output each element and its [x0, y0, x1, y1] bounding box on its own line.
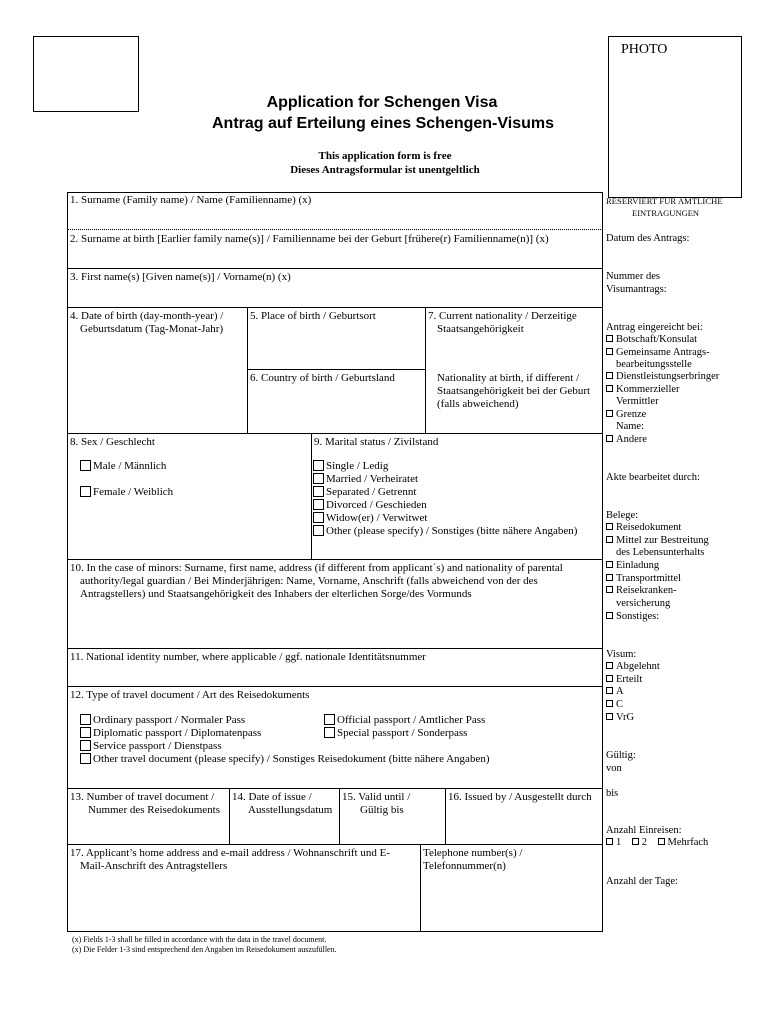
footnote-de: (x) Die Felder 1-3 sind entsprechend den Angaben im Reisedokument auszufüllen. [72, 945, 337, 954]
antrag-eingereicht: Antrag eingereicht bei: [606, 322, 703, 333]
belege-option-cont: des Lebensunterhalts [616, 547, 705, 558]
title-en: Application for Schengen Visa [266, 94, 498, 111]
antrag-option-cont: Vermittler [616, 396, 659, 407]
checkbox-icon[interactable] [606, 574, 613, 581]
einreisen-options[interactable]: 1 2 Mehrfach [606, 836, 708, 849]
marital-option[interactable]: Married / Verheiratet [313, 473, 418, 486]
field-11-national-id[interactable]: 11. National identity number, where applicable / ggf. nationale Identitätsnummer [70, 651, 426, 663]
field-10-minors[interactable]: 10. In the case of minors: Surname, first name, address (if different from applicant´s) and nationality of parental [70, 562, 563, 574]
doc-special[interactable]: Special passport / Sonderpass [324, 727, 467, 740]
antrag-option[interactable]: Andere [606, 433, 647, 446]
antrag-option[interactable]: Dienstleistungserbringer [606, 370, 719, 383]
checkbox-icon[interactable] [606, 662, 613, 669]
doc-ordinary[interactable]: Ordinary passport / Normaler Pass [80, 714, 245, 727]
antrag-option-cont: Name: [616, 421, 644, 432]
field-10-minors-l3: Antragstellers) und Staatsangehörigkeit des Inhabers der elterlichen Sorge/des Vormunds [80, 588, 472, 600]
nationality-at-birth-de: Staatsangehörigkeit bei der Geburt [437, 385, 591, 397]
belege-option[interactable]: Sonstiges: [606, 610, 659, 623]
visum: Visum: [606, 649, 637, 660]
doc-official[interactable]: Official passport / Amtlicher Pass [324, 714, 485, 727]
telephone-field[interactable]: Telephone number(s) / [423, 847, 523, 859]
field-9-marital-status: 9. Marital status / Zivilstand [314, 436, 439, 448]
marital-option[interactable]: Separated / Getrennt [313, 486, 416, 499]
field-4-dob[interactable]: 4. Date of birth (day-month-year) / [70, 310, 224, 322]
checkbox-icon[interactable] [606, 348, 613, 355]
field-7-nationality-de: Staatsangehörigkeit [437, 323, 524, 335]
field-10-minors-l2: authority/legal guardian / Bei Minderjährigen: Name, Vorname, Anschrift (falls abweichend von der des [80, 575, 538, 587]
official-heading-l2: EINTRAGUNGEN [632, 208, 700, 218]
belege-option[interactable]: Einladung [606, 559, 659, 572]
checkbox-icon[interactable] [313, 525, 324, 536]
field-17-address-de: Mail-Anschrift des Antragstellers [80, 860, 228, 872]
official-heading: RESERVIERT FÜR AMTLICHE [606, 196, 723, 206]
checkbox-icon[interactable] [80, 714, 91, 725]
checkbox-icon[interactable] [313, 512, 324, 523]
field-5-place-of-birth[interactable]: 5. Place of birth / Geburtsort [250, 310, 376, 322]
marital-option[interactable]: Single / Ledig [313, 460, 388, 473]
visum-option[interactable]: Abgelehnt [606, 660, 660, 673]
belege-option[interactable]: Transportmittel [606, 572, 681, 585]
visum-option[interactable]: A [606, 685, 624, 698]
field-8-sex: 8. Sex / Geschlecht [70, 436, 155, 448]
checkbox-icon[interactable] [606, 838, 613, 845]
footnote-en: (x) Fields 1-3 shall be filled in accordance with the data in the travel document. [72, 935, 327, 944]
free-note-en: This application form is free [318, 150, 452, 162]
field-13-doc-number[interactable]: 13. Number of travel document / [70, 791, 215, 803]
field-17-address[interactable]: 17. Applicant’s home address and e-mail address / Wohnanschrift und E- [70, 847, 390, 859]
gueltig: Gültig: [606, 750, 636, 761]
antrag-option-cont: bearbeitungsstelle [616, 359, 692, 370]
datum-des-antrags: Datum des Antrags: [606, 233, 690, 244]
belege: Belege: [606, 510, 639, 521]
field-14-date-of-issue[interactable]: 14. Date of issue / [232, 791, 312, 803]
antrag-option[interactable]: Kommerzieller [606, 383, 680, 396]
field-16-issued-by[interactable]: 16. Issued by / Ausgestellt durch [448, 791, 592, 803]
doc-service[interactable]: Service passport / Dienstpass [80, 740, 222, 753]
visum-option[interactable]: C [606, 698, 623, 711]
field-7-nationality[interactable]: 7. Current nationality / Derzeitige [428, 310, 577, 322]
nummer-des: Nummer des [606, 271, 660, 282]
checkbox-icon[interactable] [606, 713, 613, 720]
checkbox-icon[interactable] [313, 486, 324, 497]
marital-option[interactable]: Divorced / Geschieden [313, 499, 427, 512]
checkbox-icon[interactable] [324, 714, 335, 725]
visum-option[interactable]: Erteilt [606, 673, 642, 686]
checkbox-icon[interactable] [606, 410, 613, 417]
doc-other[interactable]: Other travel document (please specify) / Sonstiges Reisedokument (bitte nähere Angaben) [80, 753, 490, 766]
telephone-field-de: Telefonnummer(n) [423, 860, 506, 872]
gueltig-von: von [606, 763, 622, 774]
photo-label: PHOTO [621, 42, 668, 57]
field-3-first-names[interactable]: 3. First name(s) [Given name(s)] / Vorname(n) (x) [70, 271, 291, 283]
checkbox-icon[interactable] [313, 499, 324, 510]
field-15-valid-until-de: Gültig bis [360, 804, 404, 816]
anzahl-einreisen: Anzahl Einreisen: [606, 825, 682, 836]
checkbox-icon[interactable] [80, 727, 91, 738]
doc-diplomatic[interactable]: Diplomatic passport / Diplomatenpass [80, 727, 261, 740]
checkbox-icon[interactable] [80, 740, 91, 751]
checkbox-icon[interactable] [606, 586, 613, 593]
field-15-valid-until[interactable]: 15. Valid until / [342, 791, 411, 803]
akte-bearbeitet: Akte bearbeitet durch: [606, 472, 700, 483]
belege-option[interactable]: Reisekranken- [606, 584, 677, 597]
checkbox-icon[interactable] [313, 473, 324, 484]
antrag-option[interactable]: Grenze [606, 408, 646, 421]
visum-option[interactable]: VrG [606, 711, 634, 724]
sex-female-option[interactable]: Female / Weiblich [80, 486, 173, 499]
checkbox-icon[interactable] [80, 486, 91, 497]
checkbox-icon[interactable] [632, 838, 639, 845]
checkbox-icon[interactable] [606, 561, 613, 568]
checkbox-icon[interactable] [606, 385, 613, 392]
antrag-option[interactable]: Botschaft/Konsulat [606, 333, 697, 346]
field-4-dob-de: Geburtsdatum (Tag-Monat-Jahr) [80, 323, 224, 335]
checkbox-icon[interactable] [80, 460, 91, 471]
field-13-doc-number-de: Nummer des Reisedokuments [88, 804, 220, 816]
checkbox-icon[interactable] [606, 536, 613, 543]
checkbox-icon[interactable] [606, 612, 613, 619]
belege-option-cont: versicherung [616, 598, 671, 609]
checkbox-icon[interactable] [324, 727, 335, 738]
field-6-country-of-birth[interactable]: 6. Country of birth / Geburtsland [250, 372, 395, 384]
checkbox-icon[interactable] [606, 435, 613, 442]
nationality-at-birth-note: (falls abweichend) [437, 398, 519, 410]
marital-option[interactable]: Other (please specify) / Sonstiges (bitte nähere Angaben) [313, 525, 577, 538]
checkbox-icon[interactable] [606, 335, 613, 342]
visumantrags: Visumantrags: [606, 284, 667, 295]
checkbox-icon[interactable] [80, 753, 91, 764]
checkbox-icon[interactable] [606, 523, 613, 530]
checkbox-icon[interactable] [606, 675, 613, 682]
checkbox-icon[interactable] [606, 700, 613, 707]
belege-option[interactable]: Mittel zur Bestreitung [606, 534, 709, 547]
checkbox-icon[interactable] [658, 838, 665, 845]
field-2-surname-at-birth[interactable]: 2. Surname at birth [Earlier family name(s)] / Familienname bei der Geburt [frühere(r) Familienname(n)] (x) [70, 233, 549, 245]
checkbox-icon[interactable] [313, 460, 324, 471]
field-14-date-of-issue-de: Ausstellungsdatum [248, 804, 333, 816]
field-1-surname[interactable]: 1. Surname (Family name) / Name (Familienname) (x) [70, 194, 312, 206]
marital-option[interactable]: Widow(er) / Verwitwet [313, 512, 427, 525]
field-12-travel-doc-type: 12. Type of travel document / Art des Reisedokuments [70, 689, 310, 701]
free-note-de: Dieses Antragsformular ist unentgeltlich [290, 164, 480, 176]
title-de: Antrag auf Erteilung eines Schengen-Visums [212, 115, 554, 132]
sex-male-option[interactable]: Male / Männlich [80, 460, 166, 473]
antrag-option[interactable]: Gemeinsame Antrags- [606, 346, 710, 359]
checkbox-icon[interactable] [606, 372, 613, 379]
nationality-at-birth[interactable]: Nationality at birth, if different / [437, 372, 580, 384]
checkbox-icon[interactable] [606, 687, 613, 694]
belege-option[interactable]: Reisedokument [606, 521, 681, 534]
gueltig-bis: bis [606, 788, 619, 799]
anzahl-der-tage: Anzahl der Tage: [606, 876, 678, 887]
